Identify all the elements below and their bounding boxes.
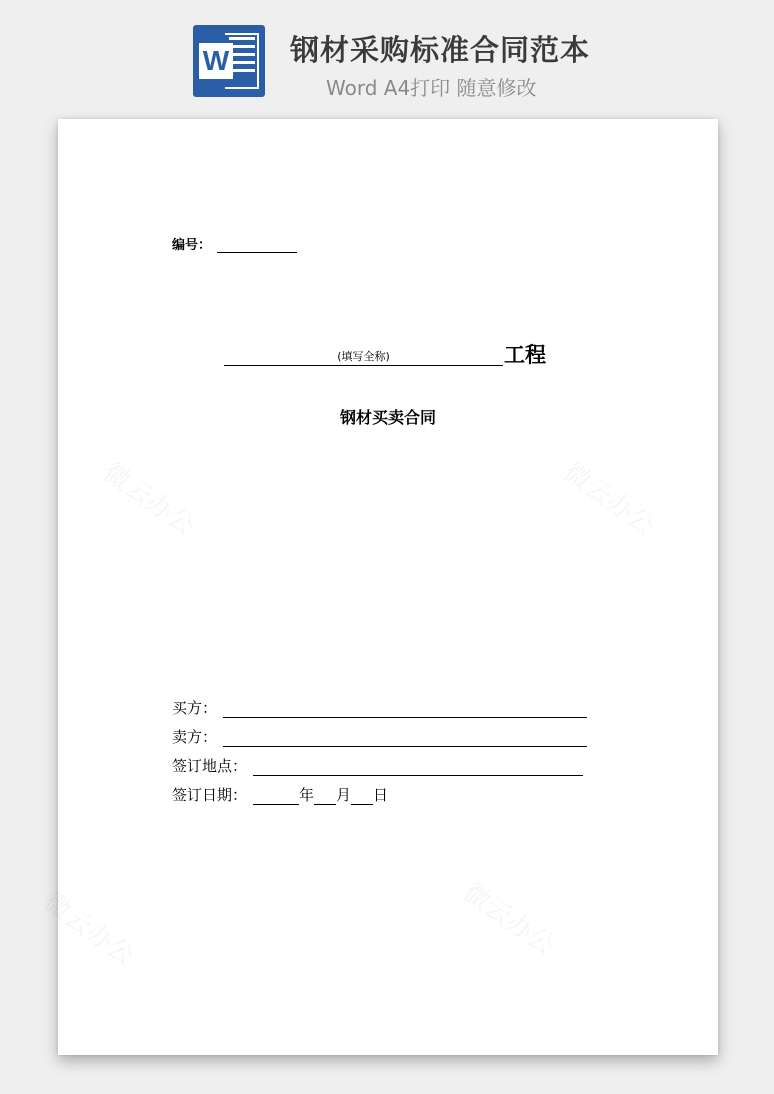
contract-number-field — [172, 234, 297, 253]
contract-number-label: 编号： — [172, 238, 212, 253]
project-name-field — [224, 344, 546, 366]
watermark — [97, 453, 203, 543]
day-label: 日 — [373, 786, 389, 804]
signing-place-field — [172, 755, 583, 776]
project-suffix: 工程 — [504, 343, 546, 367]
signing-date-field — [172, 784, 388, 805]
project-name-hint: (填写全称) — [337, 350, 390, 363]
month-label: 月 — [336, 786, 352, 804]
contract-number-blank — [217, 238, 297, 253]
seller-blank — [223, 730, 587, 747]
signing-place-blank — [253, 759, 583, 776]
watermark — [457, 873, 563, 963]
project-name-blank — [224, 348, 503, 366]
buyer-label: 买方： — [172, 699, 218, 717]
buyer-field — [172, 697, 587, 718]
contract-title: 钢材买卖合同 — [339, 408, 436, 427]
watermark — [557, 453, 663, 543]
signing-place-label: 签订地点： — [172, 757, 248, 775]
day-blank — [351, 788, 373, 805]
page-title: 钢材采购标准合同范本 — [290, 33, 591, 67]
year-blank — [253, 788, 299, 805]
page-subtitle: Word A4打印 随意修改 — [326, 76, 537, 100]
word-icon — [193, 25, 265, 97]
buyer-blank — [223, 701, 587, 718]
month-blank — [314, 788, 336, 805]
seller-field — [172, 726, 587, 747]
watermark — [37, 883, 143, 973]
year-label: 年 — [299, 786, 315, 804]
signing-date-label: 签订日期： — [172, 786, 248, 804]
word-letter: W — [199, 43, 233, 79]
seller-label: 卖方： — [172, 728, 218, 746]
document-page — [58, 119, 718, 1055]
